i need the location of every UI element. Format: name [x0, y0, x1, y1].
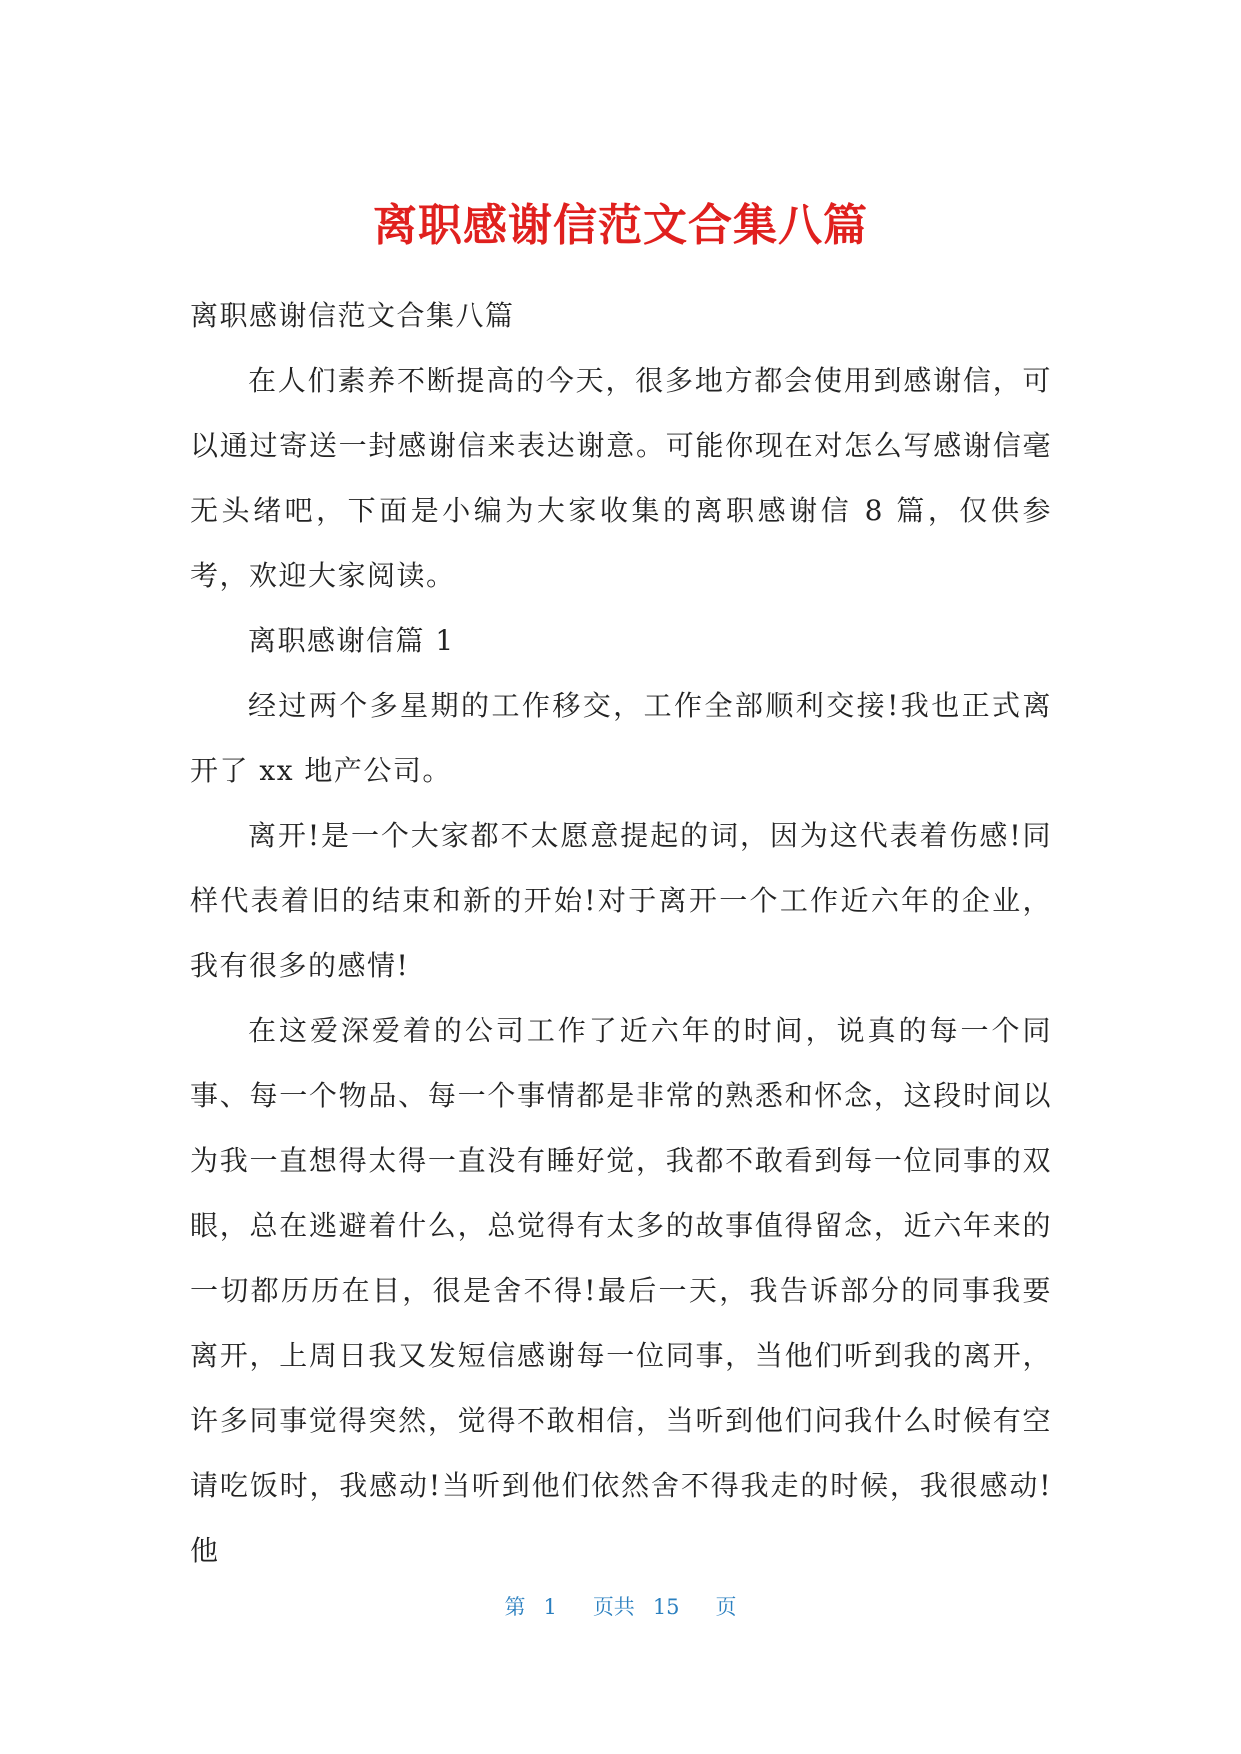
paragraph: 在这爱深爱着的公司工作了近六年的时间，说真的每一个同事、每一个物品、每一个事情都是非常的熟悉和怀念，这段时间以为我一直想得太得一直没有睡好觉，我都不敢看到每一位同事的双眼，总在逃避着什么，总觉得有太多的故事值得留念，近六年来的一切都历历在目，很是舍不得!最后一天，我告诉部分的同事我要离开，上周日我又发短信感谢每一位同事，当他们听到我的离开，许多同事觉得突然，觉得不敢相信，当听到他们问我什么时候有空请吃饭时，我感动!当听到他们依然舍不得我走的时候，我很感动!他	[190, 1014, 1052, 1567]
footer-page-suffix: 页	[715, 1595, 737, 1619]
section-heading: 离职感谢信篇 1	[248, 624, 455, 657]
paragraph-intro: 在人们素养不断提高的今天，很多地方都会使用到感谢信，可以通过寄送一封感谢信来表达谢意。可能你现在对怎么写感谢信毫无头绪吧，下面是小编为大家收集的离职感谢信 8 篇，仅供参考，欢迎大家阅读。	[190, 364, 1052, 592]
footer-total-label: 页共	[592, 1595, 635, 1619]
page-footer	[0, 1592, 1241, 1622]
footer-page-label: 第	[504, 1595, 526, 1619]
paragraph: 经过两个多星期的工作移交，工作全部顺利交接!我也正式离开了 xx 地产公司。	[190, 689, 1052, 787]
document-body	[190, 283, 1052, 1583]
document-title: 离职感谢信范文合集八篇	[373, 200, 868, 251]
paragraph-subtitle: 离职感谢信范文合集八篇	[190, 299, 515, 332]
footer-current-page: 1	[543, 1595, 557, 1619]
paragraph: 离开!是一个大家都不太愿意提起的词，因为这代表着伤感!同样代表着旧的结束和新的开始!对于离开一个工作近六年的企业，我有很多的感情!	[190, 819, 1052, 982]
footer-total-pages: 15	[652, 1595, 680, 1619]
